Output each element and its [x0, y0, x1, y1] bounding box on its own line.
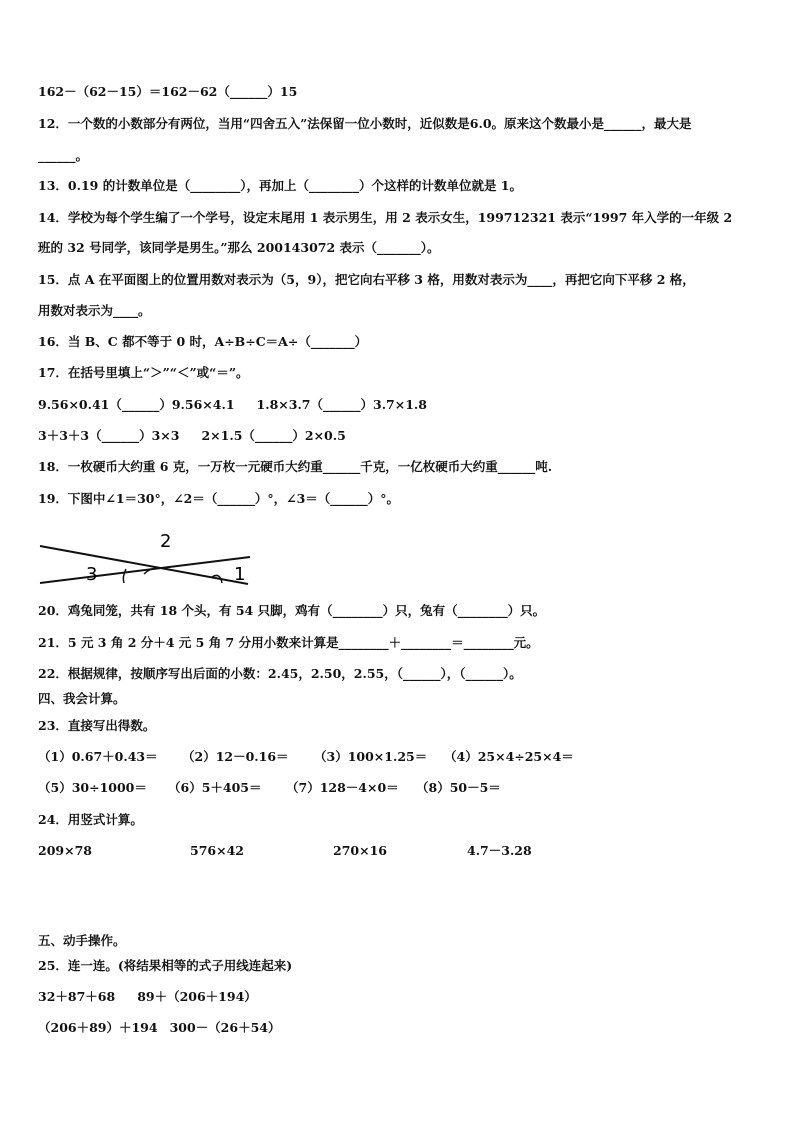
- q25-expression: 32＋87＋68: [38, 989, 116, 1004]
- q14-line-2: 班的 32 号同学，该同学是男生。”那么 200143072 表示（_______）。: [38, 240, 440, 255]
- q21-line: 21．5 元 3 角 2 分＋4 元 5 角 7 分用小数来计算是________＋________＝________元。: [38, 635, 539, 650]
- q25-expression: 89＋（206＋194）: [137, 989, 257, 1004]
- q24-item: 576×42: [190, 843, 244, 858]
- angle-label-2: 2: [160, 531, 172, 552]
- angle-3-arc: [123, 569, 126, 583]
- q25-row-1: [38, 989, 257, 1005]
- q17-row-1: [38, 397, 427, 413]
- q24-items: [38, 843, 532, 859]
- angle-figure: [36, 528, 266, 588]
- q23-line: 23．直接写出得数。: [38, 718, 156, 733]
- q12-line-1: 12．一个数的小数部分有两位，当用“四舍五入”法保留一位小数时，近似数是6.0。原来这个数最小是______，最大是: [38, 116, 692, 131]
- angle-label-1: 1: [234, 564, 246, 585]
- q17-row-2: [38, 428, 346, 444]
- q23-item: （4）25×4÷25×4＝: [444, 749, 574, 764]
- q25-row-2: [38, 1020, 280, 1036]
- q23-item: （6）5＋405＝: [168, 780, 262, 795]
- q23-row-2: [38, 780, 501, 796]
- q14-line-1: 14．学校为每个学生编了一个学号，设定末尾用 1 表示男生，用 2 表示女生，199712321 表示“1997 年入学的一年级 2: [38, 210, 733, 225]
- q17-item: 1.8×3.7（______）3.7×1.8: [256, 397, 427, 412]
- section-5-heading: 五、动手操作。: [38, 933, 126, 948]
- q15-line-2: 用数对表示为____。: [38, 303, 151, 318]
- q23-item: （2）12－0.16＝: [182, 749, 289, 764]
- q25-expression: 300－（26＋54）: [169, 1020, 281, 1035]
- q11-line: 162－（62－15）＝162－62（______）15: [38, 84, 298, 99]
- q24-line: 24．用竖式计算。: [38, 812, 143, 827]
- q23-item: （8）50－5＝: [416, 780, 501, 795]
- q20-line: 20．鸡兔同笼，共有 18 个头，有 54 只脚，鸡有（________）只，兔有（________）只。: [38, 603, 546, 618]
- q15-line-1: 15．点 A 在平面图上的位置用数对表示为（5，9），把它向右平移 3 格，用数对表示为____，再把它向下平移 2 格，: [38, 272, 695, 287]
- q25-line: 25．连一连。(将结果相等的式子用线连起来): [38, 958, 293, 973]
- q24-item: 270×16: [333, 843, 387, 858]
- q23-item: （7）128－4×0＝: [286, 780, 399, 795]
- q17-item: 9.56×0.41（______）9.56×4.1: [38, 397, 235, 412]
- q24-item: 4.7－3.28: [467, 843, 532, 858]
- q17-item: 2×1.5（______）2×0.5: [201, 428, 346, 443]
- q25-expression: （206＋89）＋194: [38, 1020, 158, 1035]
- q19-line: 19．下图中∠1＝30°，∠2＝（______）°，∠3＝（______）°。: [38, 491, 400, 506]
- angle-label-3: 3: [86, 564, 98, 585]
- q18-line: 18．一枚硬币大约重 6 克，一万枚一元硬币大约重______千克，一亿枚硬币大约重______吨.: [38, 459, 553, 474]
- q23-item: （5）30÷1000＝: [38, 780, 147, 795]
- section-4-heading: 四、我会计算。: [38, 691, 126, 706]
- q23-item: （1）0.67＋0.43＝: [38, 749, 158, 764]
- q24-item: 209×78: [38, 843, 92, 858]
- q17-line: 17．在括号里填上“＞”“＜”或“＝”。: [38, 365, 249, 380]
- q17-item: 3＋3＋3（______）3×3: [38, 428, 180, 443]
- q23-item: （3）100×1.25＝: [314, 749, 428, 764]
- q13-line: 13．0.19 的计数单位是（________），再加上（________）个这样的计数单位就是 1。: [38, 178, 522, 193]
- q16-line: 16．当 B、C 都不等于 0 时，A÷B÷C＝A÷（_______）: [38, 334, 368, 349]
- q23-row-1: [38, 749, 574, 765]
- q22-line: 22．根据规律，按顺序写出后面的小数：2.45，2.50，2.55，（______），（______）。: [38, 666, 522, 681]
- q12-line-2: ______。: [38, 148, 89, 163]
